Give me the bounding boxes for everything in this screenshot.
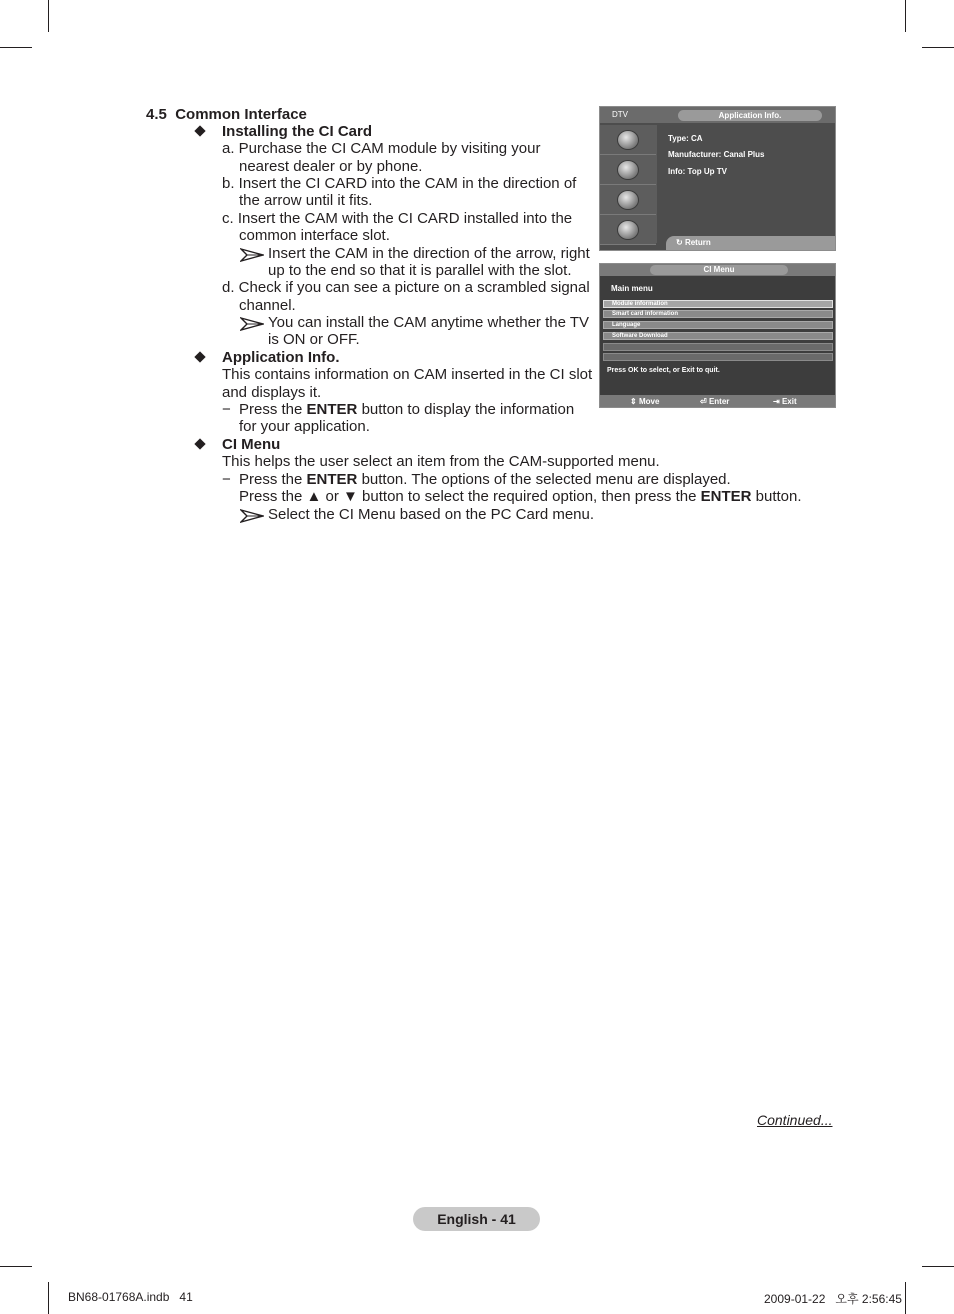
bullet-diamond-icon bbox=[194, 125, 205, 136]
ci-menu-heading: CI Menu bbox=[222, 436, 281, 453]
ci-menu-instruction-line2 bbox=[239, 488, 802, 505]
osd2-enter-hint bbox=[700, 397, 729, 406]
ci-menu-screen bbox=[599, 263, 836, 408]
bullet-diamond-icon bbox=[194, 438, 205, 449]
step-c-line1: c. Insert the CAM with the CI CARD installed into the bbox=[222, 210, 573, 227]
ci-menu-desc: This helps the user select an item from the CAM-supported menu. bbox=[222, 453, 660, 470]
ci-menu-empty-row bbox=[603, 343, 833, 351]
osd2-move-hint bbox=[630, 397, 659, 406]
app-info-enter-key: ENTER bbox=[306, 401, 358, 418]
osd2-enter-label: Enter bbox=[708, 397, 730, 406]
note1-line2: up to the end so that it is parallel with the slot. bbox=[268, 262, 572, 279]
picture-category-cell bbox=[600, 125, 656, 155]
ci-menu-instruction-line1 bbox=[239, 471, 731, 488]
continued-label: Continued... bbox=[757, 1112, 833, 1128]
step-d-line1: d. Check if you can see a picture on a scrambled signal bbox=[222, 279, 590, 296]
crop-mark bbox=[922, 47, 954, 48]
note1-line1: Insert the CAM in the direction of the arrow, right bbox=[268, 245, 590, 262]
app-info-desc-line1: This contains information on CAM inserted in the CI slot bbox=[222, 366, 593, 383]
ci-menu-item[interactable]: Language bbox=[603, 321, 833, 329]
crop-mark bbox=[922, 1266, 954, 1267]
osd-type-line: Type: CA bbox=[668, 134, 703, 143]
crop-mark bbox=[48, 1282, 49, 1314]
note-arrow-icon bbox=[240, 248, 264, 262]
app-info-press: Press the bbox=[239, 401, 303, 418]
crop-mark bbox=[905, 0, 906, 32]
application-info-screen bbox=[599, 106, 836, 251]
osd-manufacturer-line: Manufacturer: Canal Plus bbox=[668, 150, 765, 159]
ci-menu-line2-enter: ENTER bbox=[700, 488, 752, 505]
ci-menu-enter-key: ENTER bbox=[306, 471, 358, 488]
gear-icon bbox=[617, 190, 639, 210]
step-b-line1: b. Insert the CI CARD into the CAM in the direction of bbox=[222, 175, 577, 192]
osd-source-label: DTV bbox=[612, 110, 628, 119]
app-info-instruction-line2: for your application. bbox=[239, 418, 370, 435]
ci-menu-item[interactable]: Smart card information bbox=[603, 310, 833, 318]
ci-menu-item[interactable]: Module information bbox=[603, 300, 833, 308]
note2-line1: You can install the CAM anytime whether the TV bbox=[268, 314, 590, 331]
section-title: Common Interface bbox=[175, 106, 307, 123]
enter-icon: ⏎ bbox=[700, 397, 707, 406]
page-number-badge: English - 41 bbox=[413, 1207, 540, 1231]
crop-mark bbox=[0, 1266, 32, 1267]
ci-menu-line2-text: Press the ▲ or ▼ button to select the required option, then press the bbox=[239, 488, 697, 505]
input-category-cell bbox=[600, 215, 656, 245]
osd-return-hint bbox=[676, 238, 711, 247]
app-info-instruction-line1 bbox=[239, 401, 574, 418]
return-icon: ↻ bbox=[676, 238, 683, 247]
exit-icon: ⇥ bbox=[773, 397, 780, 406]
osd-title: Application Info. bbox=[678, 110, 822, 121]
crop-mark bbox=[48, 0, 49, 32]
ci-menu-note: Select the CI Menu based on the PC Card menu. bbox=[268, 506, 595, 523]
print-date-info: 2009-01-22 오후 2:56:45 bbox=[764, 1292, 902, 1306]
ci-menu-empty-row bbox=[603, 353, 833, 361]
move-arrows-icon: ⇕ bbox=[630, 397, 637, 406]
osd2-move-label: Move bbox=[638, 397, 660, 406]
section-heading bbox=[146, 106, 307, 123]
osd-info-line: Info: Top Up TV bbox=[668, 167, 727, 176]
bullet-diamond-icon bbox=[194, 351, 205, 362]
step-a-line2: nearest dealer or by phone. bbox=[239, 158, 423, 175]
section-number: 4.5 bbox=[146, 106, 167, 123]
input-category-icon bbox=[617, 220, 639, 240]
osd-return-label: Return bbox=[684, 238, 711, 247]
note-arrow-icon bbox=[240, 317, 264, 331]
crop-mark bbox=[905, 1282, 906, 1314]
step-b-line2: the arrow until it fits. bbox=[239, 192, 373, 209]
app-info-dash: − bbox=[222, 401, 231, 418]
osd2-title: CI Menu bbox=[650, 265, 788, 275]
ci-menu-item[interactable]: Software Download bbox=[603, 332, 833, 340]
ci-menu-line2-end: button. bbox=[755, 488, 802, 505]
note-arrow-icon bbox=[240, 509, 264, 523]
osd-category-column bbox=[600, 125, 657, 243]
ci-menu-rest: button. The options of the selected menu are displayed. bbox=[361, 471, 731, 488]
crop-mark bbox=[0, 47, 32, 48]
step-a-line1: a. Purchase the CI CAM module by visiting your bbox=[222, 140, 541, 157]
step-c-line2: common interface slot. bbox=[239, 227, 390, 244]
installing-heading: Installing the CI Card bbox=[222, 123, 373, 140]
sound-category-icon bbox=[617, 160, 639, 180]
ci-menu-press: Press the bbox=[239, 471, 303, 488]
ci-menu-dash: − bbox=[222, 471, 231, 488]
app-info-rest: button to display the information bbox=[361, 401, 575, 418]
app-info-heading: Application Info. bbox=[222, 349, 340, 366]
picture-category-icon bbox=[617, 130, 639, 150]
setup-category-cell bbox=[600, 185, 656, 215]
osd2-exit-hint bbox=[773, 397, 797, 406]
sound-category-cell bbox=[600, 155, 656, 185]
step-d-line2: channel. bbox=[239, 297, 296, 314]
osd2-exit-label: Exit bbox=[781, 397, 797, 406]
note2-line2: is ON or OFF. bbox=[268, 331, 360, 348]
app-info-desc-line2: and displays it. bbox=[222, 384, 322, 401]
osd2-main-menu-label: Main menu bbox=[611, 284, 653, 293]
print-file-info: BN68-01768A.indb 41 bbox=[68, 1290, 193, 1304]
osd2-prompt: Press OK to select, or Exit to quit. bbox=[607, 367, 720, 374]
